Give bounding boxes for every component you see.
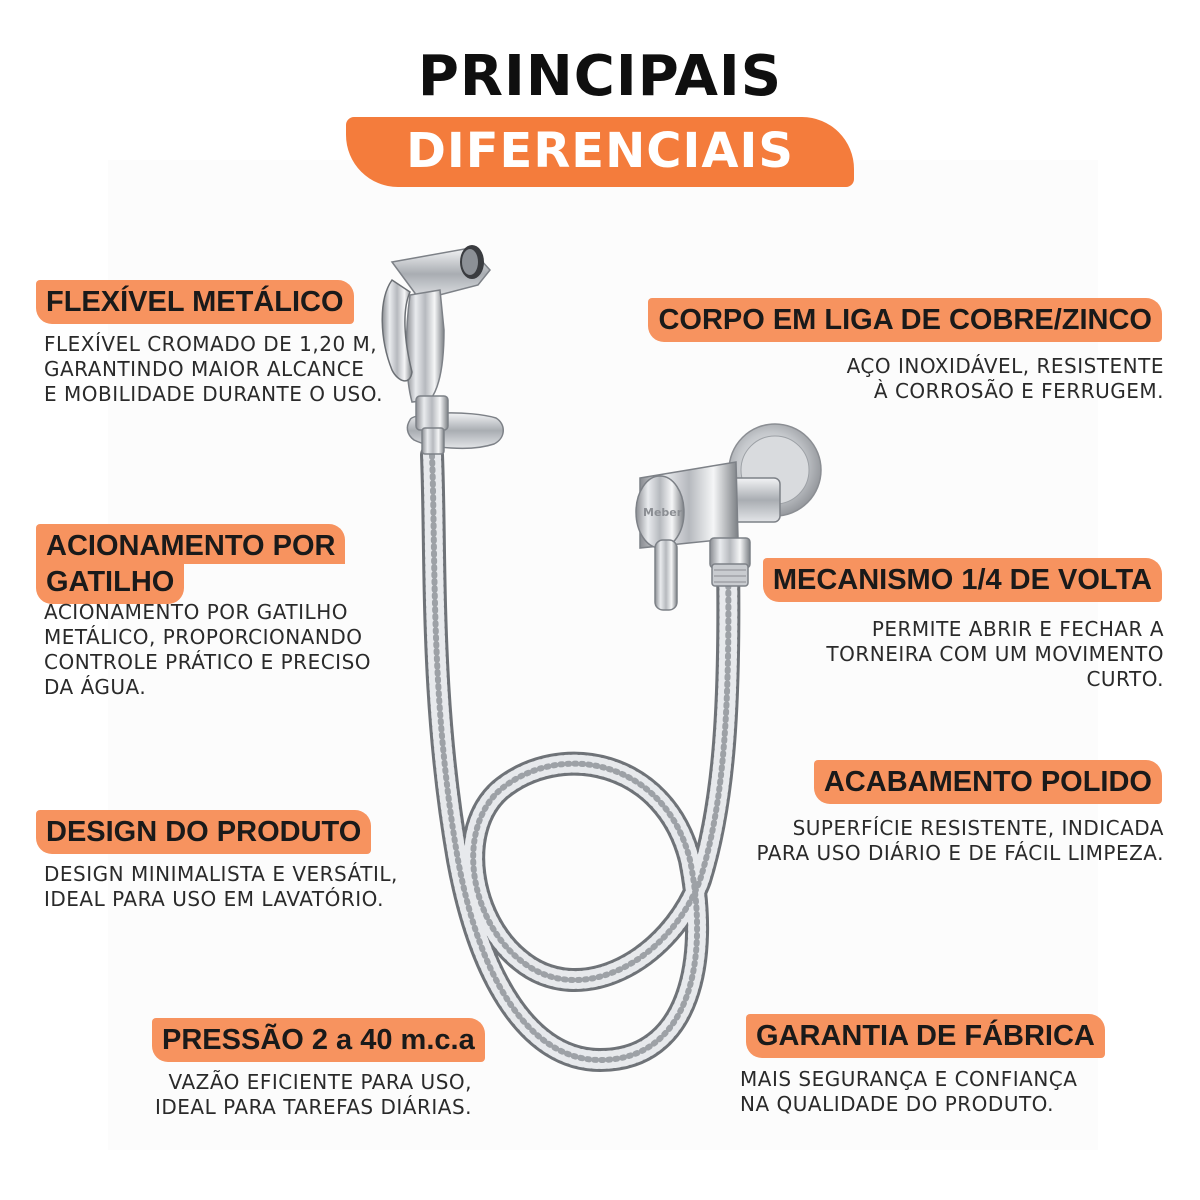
feature-label-design-produto: DESIGN DO PRODUTO: [36, 810, 371, 854]
feature-desc-acionamento: ACIONAMENTO POR GATILHO METÁLICO, PROPORCIONANDO CONTROLE PRÁTICO E PRECISO DA ÁGUA.: [44, 600, 372, 699]
feature-desc-design-produto: DESIGN MINIMALISTA E VERSÁTIL, IDEAL PARA USO EM LAVATÓRIO.: [44, 862, 398, 911]
feature-label-acionamento-line1: ACIONAMENTO POR: [36, 524, 345, 564]
feature-desc-flexivel-metalico: FLEXÍVEL CROMADO DE 1,20 M, GARANTINDO MAIOR ALCANCE E MOBILIDADE DURANTE O USO.: [44, 332, 383, 406]
page-title: PRINCIPAIS: [417, 44, 783, 109]
feature-label-pressao: PRESSÃO 2 a 40 m.c.a: [152, 1018, 485, 1062]
feature-desc-pressao: VAZÃO EFICIENTE PARA USO, IDEAL PARA TAREFAS DIÁRIAS.: [155, 1070, 472, 1119]
feature-label-mecanismo: MECANISMO 1/4 DE VOLTA: [763, 558, 1162, 602]
brand-engraving: Meber: [643, 506, 683, 519]
feature-desc-acabamento: SUPERFÍCIE RESISTENTE, INDICADA PARA USO DIÁRIO E DE FÁCIL LIMPEZA.: [756, 816, 1164, 865]
feature-label-flexivel-metalico: FLEXÍVEL METÁLICO: [36, 280, 354, 324]
feature-label-corpo-liga: CORPO EM LIGA DE COBRE/ZINCO: [648, 298, 1162, 342]
feature-desc-garantia: MAIS SEGURANÇA E CONFIANÇA NA QUALIDADE DO PRODUTO.: [740, 1067, 1078, 1116]
feature-label-acabamento: ACABAMENTO POLIDO: [814, 760, 1162, 804]
feature-desc-mecanismo: PERMITE ABRIR E FECHAR A TORNEIRA COM UM MOVIMENTO CURTO.: [826, 617, 1164, 691]
feature-label-garantia: GARANTIA DE FÁBRICA: [746, 1014, 1105, 1058]
sprayer: [382, 245, 503, 454]
feature-desc-corpo-liga: AÇO INOXIDÁVEL, RESISTENTE À CORROSÃO E FERRUGEM.: [846, 354, 1164, 403]
page-subtitle: DIFERENCIAIS: [406, 123, 794, 179]
feature-label-acionamento-line2: GATILHO: [36, 564, 184, 604]
